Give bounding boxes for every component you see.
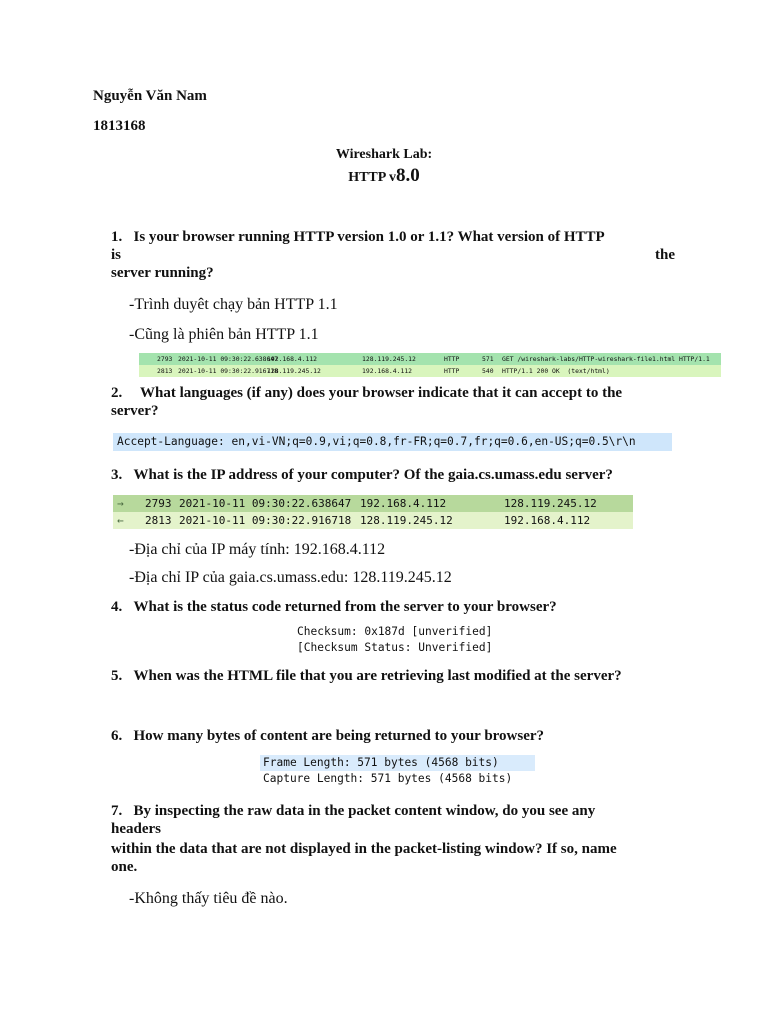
checksum-line: Checksum: 0x187d [unverified] (297, 625, 493, 638)
question-4 (111, 599, 557, 616)
lab-subtitle (0, 165, 768, 187)
packet-time: 2021-10-11 09:30:22.638647 (178, 355, 279, 363)
packet-src: 192.168.4.112 (267, 355, 318, 363)
question-7 (111, 803, 617, 876)
question-1 (111, 229, 675, 282)
question-7-text: By inspecting the raw data in the packet content window, do you see any (133, 803, 596, 819)
question-4-number: 4. (111, 599, 123, 615)
question-5-text: When was the HTML file that you are retrieving last modified at the server? (133, 668, 622, 684)
question-6-number: 6. (111, 728, 123, 744)
question-2-text: What languages (if any) does your browser indicate that it can accept to the (140, 385, 623, 401)
question-1-line1-row (111, 229, 675, 246)
packet-info: GET /wireshark-labs/HTTP-wireshark-file1.html HTTP/1.1 (502, 355, 710, 363)
question-1-line2-left: is (111, 247, 122, 263)
lab-subtitle-prefix: HTTP v (348, 170, 397, 185)
packet-no: 2793 (157, 355, 173, 363)
answer-3b: -Địa chỉ IP của gaia.cs.umass.edu: 128.119.245.12 (129, 569, 452, 586)
answer-3a: -Địa chỉ của IP máy tính: 192.168.4.112 (129, 541, 386, 558)
student-id: 1813168 (93, 118, 146, 134)
question-1-line1 (111, 229, 605, 246)
packet-proto: HTTP (444, 355, 460, 363)
lab-title: Wireshark Lab: (335, 147, 433, 162)
packet-row (139, 353, 721, 365)
question-5 (111, 668, 622, 685)
packet-dst: 128.119.245.12 (504, 497, 597, 510)
question-7-line1 (111, 803, 617, 820)
frame-length-screenshot (260, 755, 535, 787)
author-name: Nguyễn Văn Nam (93, 88, 207, 104)
packet-row (113, 495, 633, 512)
answer-7: -Không thấy tiêu đề nào. (129, 890, 288, 907)
question-3 (111, 467, 613, 484)
packet-proto: HTTP (444, 367, 460, 375)
packet-row (113, 512, 633, 529)
packet-src: 128.119.245.12 (267, 367, 321, 375)
packet-list-screenshot-2 (113, 495, 633, 529)
capture-length-line: Capture Length: 571 bytes (4568 bits) (263, 772, 513, 785)
packet-dst: 192.168.4.112 (362, 367, 413, 375)
packet-time: 2021-10-11 09:30:22.638647 (179, 497, 352, 510)
question-7-line4: one. (111, 859, 138, 875)
packet-row (139, 365, 721, 377)
question-2-line1 (111, 385, 675, 402)
lab-version: 8.0 (396, 165, 420, 186)
question-1-line2-right: the (655, 247, 675, 263)
question-6-text: How many bytes of content are being returned to your browser? (133, 728, 545, 744)
question-1-number: 1. (111, 229, 123, 245)
packet-src: 192.168.4.112 (360, 497, 447, 510)
question-3-text: What is the IP address of your computer? Of the gaia.cs.umass.edu server? (133, 467, 613, 483)
question-5-number: 5. (111, 668, 123, 684)
frame-length-line: Frame Length: 571 bytes (4568 bits) (260, 755, 535, 771)
packet-time: 2021-10-11 09:30:22.916718 (179, 514, 352, 527)
answer-1a: -Trình duyêt chạy bản HTTP 1.1 (129, 296, 338, 313)
question-2-line2: server? (111, 403, 159, 419)
packet-src: 128.119.245.12 (360, 514, 453, 527)
checksum-status-line: [Checksum Status: Unverified] (297, 641, 493, 654)
question-7-line3: within the data that are not displayed in the packet-listing window? If so, name (111, 841, 617, 857)
question-7-line2: headers (111, 821, 161, 837)
packet-len: 540 (482, 367, 494, 375)
question-2-number: 2. (111, 385, 123, 401)
question-4-text: What is the status code returned from the server to your browser? (133, 599, 557, 615)
question-1-line2 (111, 247, 675, 264)
packet-no: 2813 (157, 367, 173, 375)
packet-dst: 128.119.245.12 (362, 355, 416, 363)
answer-1b: -Cũng là phiên bản HTTP 1.1 (129, 326, 319, 343)
question-3-number: 3. (111, 467, 123, 483)
question-7-number: 7. (111, 803, 123, 819)
accept-language-text: Accept-Language: en,vi-VN;q=0.9,vi;q=0.8,fr-FR;q=0.7,fr;q=0.6,en-US;q=0.5\r\n (117, 435, 636, 448)
packet-dst: 192.168.4.112 (504, 514, 591, 527)
packet-no: 2813 (145, 514, 172, 527)
packet-arrow-icon: → (117, 497, 124, 510)
question-1-line3: server running? (111, 265, 214, 281)
packet-no: 2793 (145, 497, 172, 510)
packet-list-screenshot-1 (139, 353, 721, 377)
packet-info: HTTP/1.1 200 OK (text/html) (502, 367, 610, 375)
checksum-screenshot (297, 624, 492, 656)
packet-arrow-icon: ← (117, 514, 124, 527)
question-6 (111, 728, 544, 745)
accept-language-header (113, 433, 672, 451)
packet-len: 571 (482, 355, 494, 363)
packet-time: 2021-10-11 09:30:22.916718 (178, 367, 279, 375)
question-1-text: Is your browser running HTTP version 1.0 or 1.1? What version of HTTP (133, 229, 605, 245)
question-2 (111, 385, 675, 420)
